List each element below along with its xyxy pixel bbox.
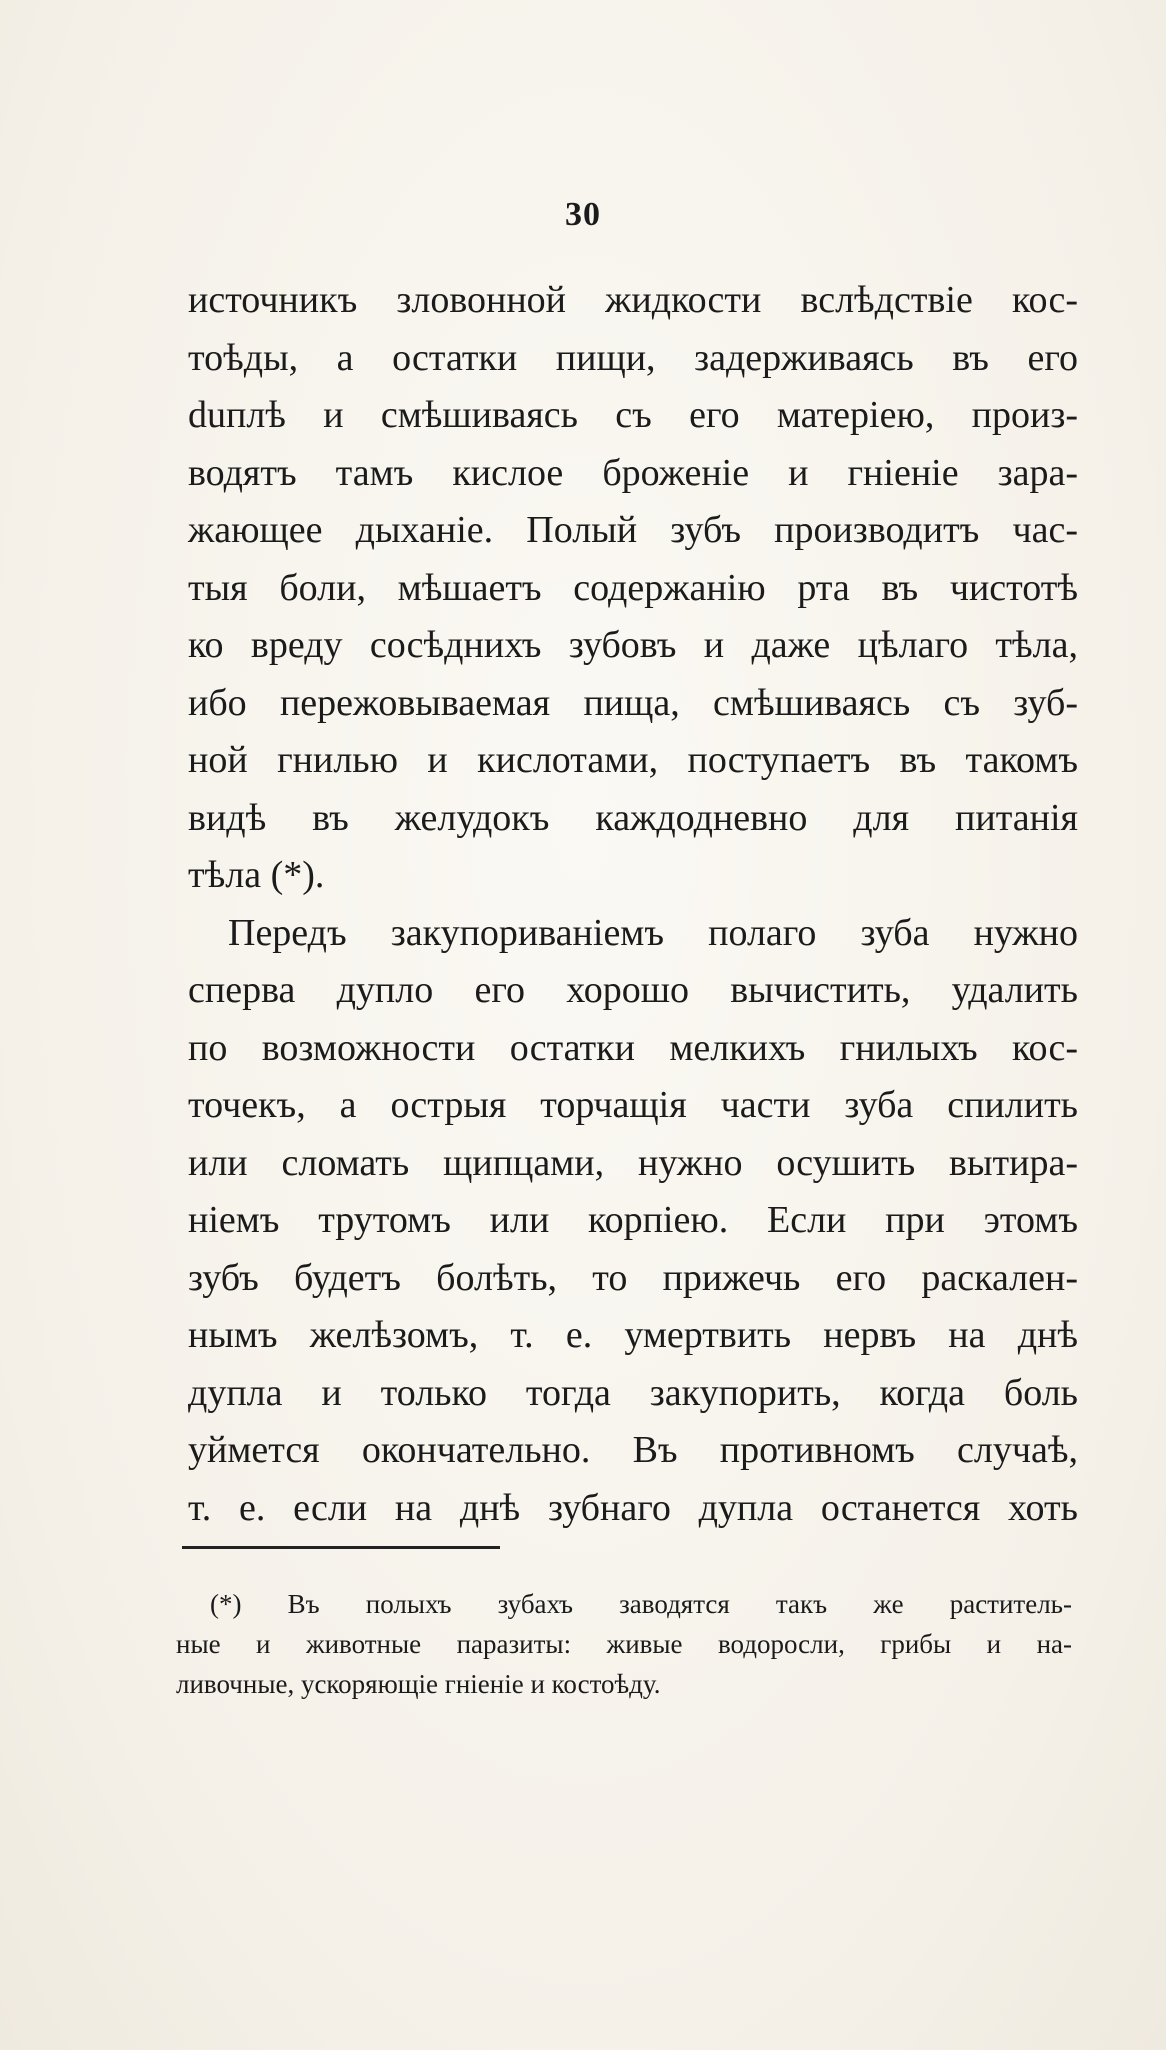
footnote-line: (*) Въ полыхъ зубахъ заводятся такъ же раститель- — [210, 1589, 1072, 1619]
footnote-line: ливочные, ускоряющіе гніеніе и костоѣду. — [176, 1669, 661, 1699]
text-line: ибо пережовываемая пища, смѣшиваясь съ зуб- — [188, 681, 1078, 724]
text-line: ной гнилью и кислотами, поступаетъ въ такомъ — [188, 739, 1078, 781]
text-line: нымъ желѣзомъ, т. е. умертвить нервъ на днѣ — [188, 1314, 1078, 1356]
text-line: точекъ, а острыя торчащія части зуба спилить — [188, 1084, 1078, 1126]
text-line: duплѣ и смѣшиваясь съ его матеріею, произ- — [188, 394, 1078, 436]
text-line: водятъ тамъ кислое броженіе и гніеніе зара- — [188, 451, 1078, 494]
text-line: тыя боли, мѣшаетъ содержанію рта въ чистотѣ — [188, 566, 1078, 609]
text-line: сперва дупло его хорошо вычистить, удалить — [188, 969, 1078, 1011]
main-text — [188, 272, 1078, 1537]
text-line: ко вреду сосѣднихъ зубовъ и даже цѣлаго тѣла, — [188, 624, 1078, 666]
footnote — [176, 1584, 1072, 1704]
text-line: дупла и только тогда закупорить, когда боль — [188, 1371, 1078, 1414]
text-line: зубъ будетъ болѣть, то прижечь его раскален- — [188, 1256, 1078, 1299]
text-line: уймется окончательно. Въ противномъ случаѣ, — [188, 1429, 1078, 1471]
text-line: Передъ закупориваніемъ полаго зуба нужно — [228, 911, 1078, 954]
text-line: тоѣды, а остатки пищи, задерживаясь въ его — [188, 336, 1078, 379]
footnote-line: ные и животные паразиты: живые водоросли, грибы и на- — [176, 1629, 1072, 1659]
text-line: или сломать щипцами, нужно осушить вытира- — [188, 1141, 1078, 1184]
text-line: видѣ въ желудокъ каждодневно для питанія — [188, 796, 1078, 839]
text-line: ніемъ трутомъ или корпіею. Если при этомъ — [188, 1199, 1078, 1241]
text-line: источникъ зловонной жидкости вслѣдствіе кос- — [188, 279, 1078, 321]
text-line: т. е. если на днѣ зубнаго дупла останется хоть — [188, 1486, 1078, 1529]
footnote-divider — [182, 1546, 500, 1549]
text-line: жающее дыханіе. Полый зубъ производитъ час- — [188, 509, 1078, 551]
text-line: тѣла (*). — [188, 854, 325, 896]
text-line: по возможности остатки мелкихъ гнилыхъ кос- — [188, 1026, 1078, 1069]
page-number: 30 — [565, 196, 601, 233]
